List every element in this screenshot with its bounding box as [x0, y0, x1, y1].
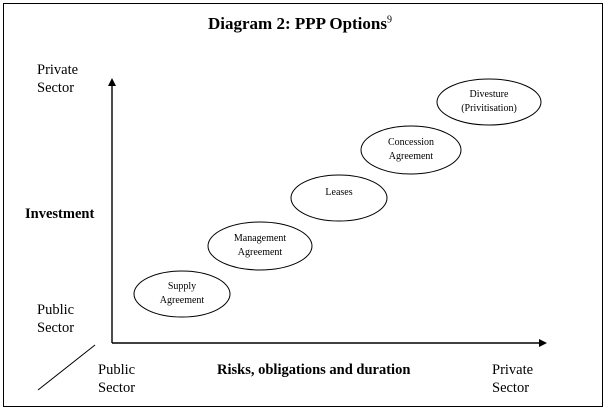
option-concession-label: Concession Agreement — [387, 137, 435, 162]
option-divesture-label: Divesture (Privitisation) — [461, 89, 517, 114]
option-management — [208, 222, 312, 270]
option-divesture — [437, 79, 541, 125]
corner-diagonal-line — [38, 345, 95, 390]
option-leases — [291, 175, 387, 211]
option-supply — [134, 271, 230, 317]
title-text: Diagram 2: PPP Options — [208, 14, 387, 33]
x-axis-left-label: Public Sector — [98, 362, 136, 396]
title-footnote: 9 — [386, 14, 392, 26]
option-concession — [361, 126, 461, 174]
option-leases-label: Leases — [325, 187, 353, 198]
y-axis-mid-label: Investment — [25, 206, 95, 222]
y-axis-top-label: Private Sector — [37, 62, 79, 96]
x-axis-mid-label: Risks, obligations and duration — [217, 362, 411, 378]
x-axis-right-label: Private Sector — [492, 362, 534, 396]
option-management-label: Management Agreement — [233, 233, 287, 258]
y-axis-bottom-label: Public Sector — [37, 302, 75, 336]
option-supply-label: Supply Agreement — [159, 281, 205, 306]
